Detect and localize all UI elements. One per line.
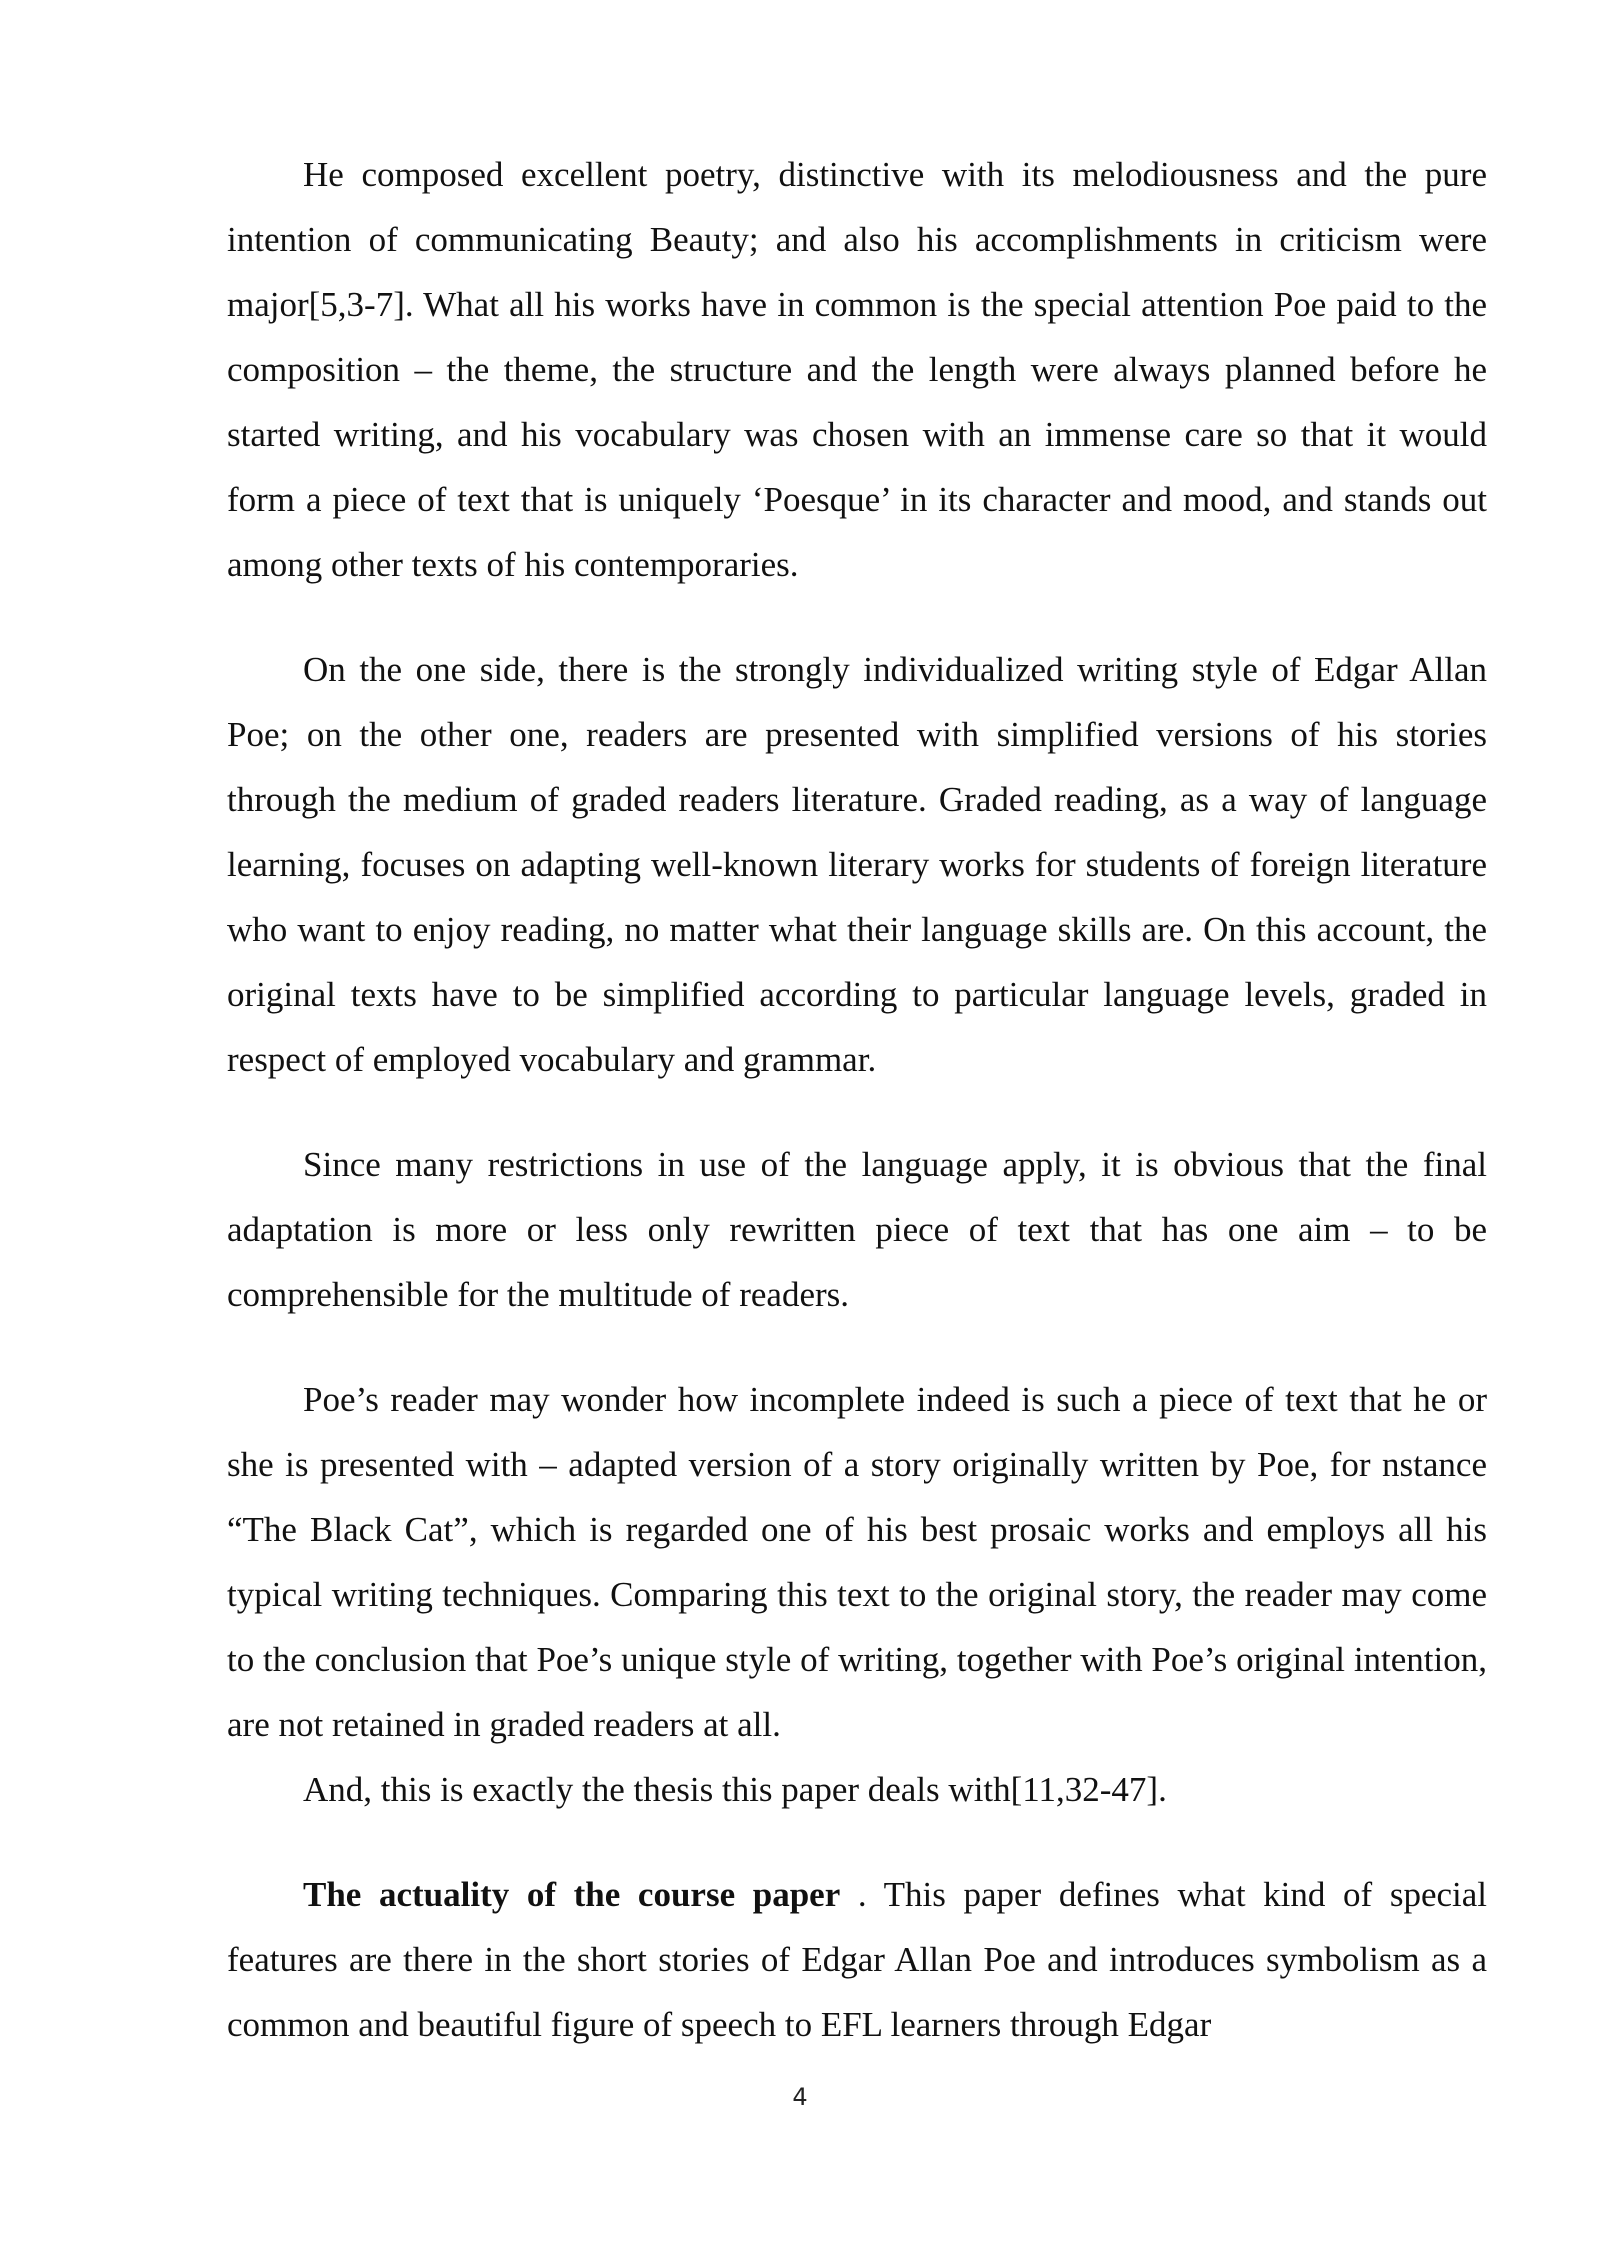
paragraph-poetry-criticism: He composed excellent poetry, distinctive with its melodiousness and the pure intention of communicating Beauty; and also his accomplishments in criticism were major[5,3-7]. What all his works have in common is the special attention Poe paid to the composition – the theme, the structure and the length were always planned before he started writing, and his vocabulary was chosen with an immense care so that it would form a piece of text that is uniquely ‘Poesque’ in its character and mood, and stands out among other texts of his contemporaries. (227, 155, 1487, 584)
paragraph-actuality (227, 1862, 1487, 2057)
paragraph-writing-style: On the one side, there is the strongly individualized writing style of Edgar Allan Poe; on the other one, readers are presented with simplified versions of his stories through the medium of graded readers literature. Graded reading, as a way of language learning, focuses on adapting well-known literary works for students of foreign literature who want to enjoy reading, no matter what their language skills are. On this account, the original texts have to be simplified according to particular language levels, graded in respect of employed vocabulary and grammar. (227, 650, 1487, 1079)
page-number: 4 (792, 2083, 808, 2111)
paragraph-thesis: And, this is exactly the thesis this paper deals with[11,32-47]. (303, 1770, 1167, 1809)
actuality-heading: The actuality of the course paper (303, 1875, 841, 1914)
actuality-body: . This paper defines what kind of special features are there in the short stories of Edgar Allan Poe and introduces symbolism as a common and beautiful figure of speech to EFL learners through Edgar (227, 1875, 1487, 2044)
body-text-column (227, 142, 1487, 2057)
paragraph-restrictions: Since many restrictions in use of the language apply, it is obvious that the final adaptation is more or less only rewritten piece of text that has one aim – to be comprehensible for the multitude of readers. (227, 1145, 1487, 1314)
paragraph-reader-question: Poe’s reader may wonder how incomplete indeed is such a piece of text that he or she is presented with – adapted version of a story originally written by Poe, for nstance “The Black Cat”, which is regarded one of his best prosaic works and employs all his typical writing techniques. Comparing this text to the original story, the reader may come to the conclusion that Poe’s unique style of writing, together with Poe’s original intention, are not retained in graded readers at all. (227, 1380, 1487, 1744)
